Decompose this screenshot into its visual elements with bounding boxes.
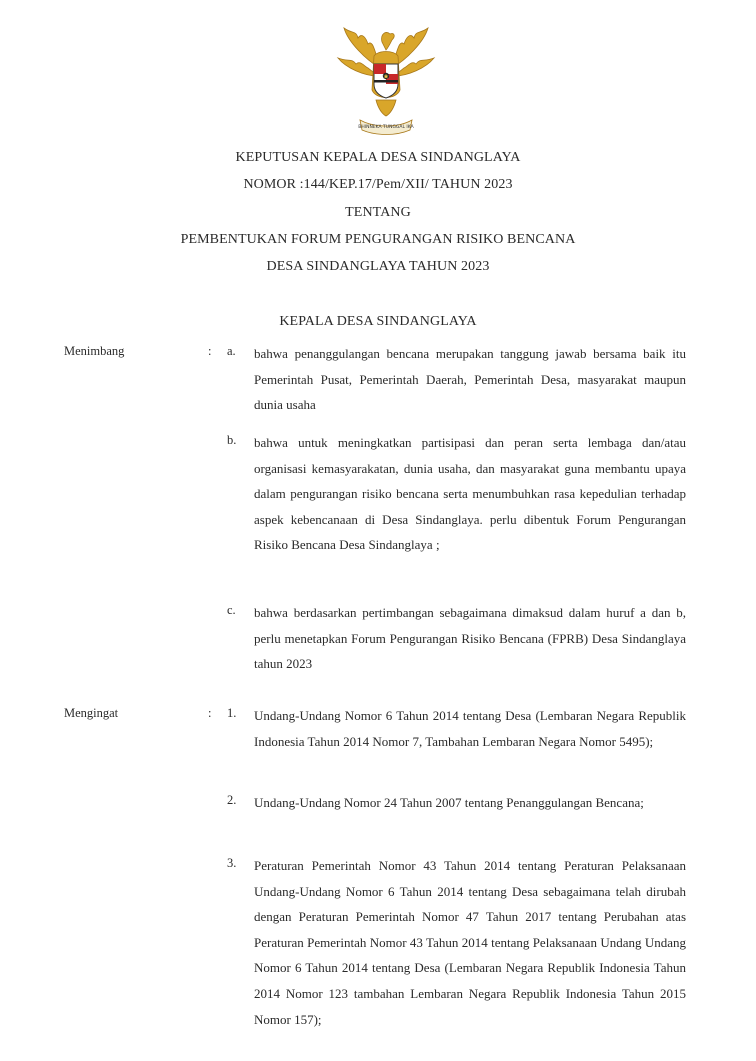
svg-text:BHINNEKA TUNGGAL IKA: BHINNEKA TUNGGAL IKA (358, 125, 414, 130)
menimbang-colon: : (208, 344, 212, 358)
menimbang-marker-a: a. (227, 344, 236, 358)
menimbang-item-b: bahwa untuk meningkatkan partisipasi dan peran serta lembaga dan/atau organisasi kemasyarakatan, dunia usaha, dan masyarakat guna membantu upaya dalam pengurangan risiko bencana serta menumbuhkan rasa kepedulian terhadap aspek kebencanaan di Desa Sindanglaya. perlu dibentuk Forum Pengurangan Risiko Bencana Desa Sindanglaya ; (254, 435, 686, 553)
mengingat-label: Mengingat (64, 706, 119, 720)
menimbang-marker-c: c. (227, 603, 236, 617)
garuda-pancasila-emblem-icon (330, 20, 442, 140)
decree-subject: PEMBENTUKAN FORUM PENGURANGAN RISIKO BENCANA (180, 232, 576, 247)
mengingat-marker-1: 1. (227, 706, 237, 720)
mengingat-marker-2: 2. (227, 793, 237, 807)
authority-title: KEPALA DESA SINDANGLAYA (279, 314, 477, 329)
mengingat-item-2: Undang-Undang Nomor 24 Tahun 2007 tentang Penanggulangan Bencana; (254, 795, 644, 810)
menimbang-item-c: bahwa berdasarkan pertimbangan sebagaimana dimaksud dalam huruf a dan b, perlu menetapkan Forum Pengurangan Risiko Bencana (FPRB) Desa Sindanglaya tahun 2023 (254, 605, 686, 672)
decree-title: KEPUTUSAN KEPALA DESA SINDANGLAYA (235, 150, 521, 165)
menimbang-label: Menimbang (64, 344, 125, 358)
tentang-label: TENTANG (345, 205, 411, 220)
mengingat-marker-3: 3. (227, 856, 237, 870)
mengingat-item-1: Undang-Undang Nomor 6 Tahun 2014 tentang Desa (Lembaran Negara Republik Indonesia Tahun 2014 Nomor 7, Tambahan Lembaran Negara Nomor 5495); (254, 708, 686, 749)
decree-number: NOMOR :144/KEP.17/Pem/XII/ TAHUN 2023 (243, 177, 513, 192)
mengingat-colon: : (208, 706, 212, 720)
mengingat-item-3: Peraturan Pemerintah Nomor 43 Tahun 2014 tentang Peraturan Pelaksanaan Undang-Undang Nomor 6 Tahun 2014 tentang Desa sebagaimana telah dirubah dengan Peraturan Pemerintah Nomor 47 Tahun 2017 tentang Perubahan atas Peraturan Pemerintah Nomor 43 Tahun 2014 tentang Pelaksanaan Undang Undang Nomor 6 Tahun 2014 tentang Desa (Lembaran Negara Republik Indonesia Tahun 2014 Nomor 123 tambahan Lembaran Negara Republik Indonesia Tahun 2015 Nomor 157); (254, 858, 686, 1027)
decree-subject-line2: DESA SINDANGLAYA TAHUN 2023 (266, 259, 490, 274)
menimbang-marker-b: b. (227, 433, 237, 447)
menimbang-item-a: bahwa penanggulangan bencana merupakan tanggung jawab bersama baik itu Pemerintah Pusat, Pemerintah Daerah, Pemerintah Desa, masyarakat maupun dunia usaha (254, 346, 686, 413)
